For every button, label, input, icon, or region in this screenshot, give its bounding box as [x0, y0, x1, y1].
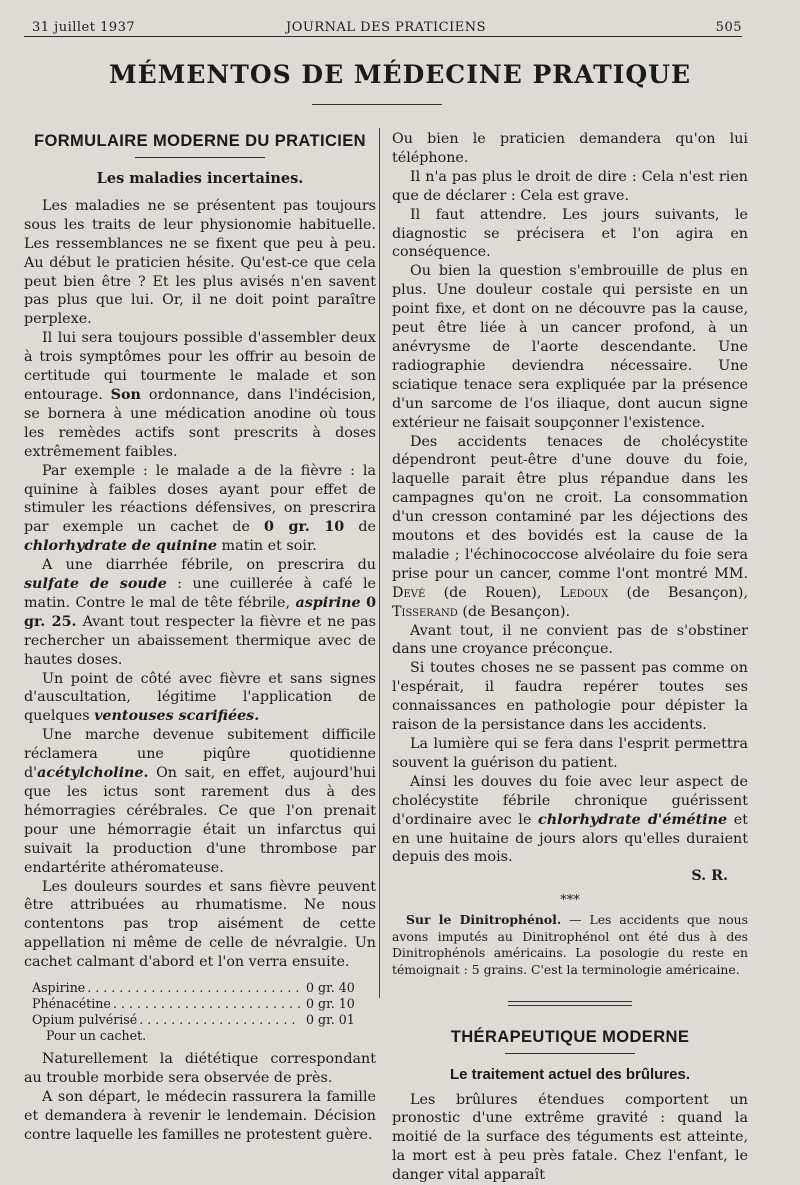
- section-double-rule: [508, 1001, 632, 1006]
- article-title-brulures: Le traitement actuel des brûlures.: [449, 1065, 691, 1083]
- paragraph: Ainsi les douves du foie avec leur aspect de cholécystite fébrile chronique guérissent d'ordinaire avec le chlorhydrate d'émétine et en une huitaine de jours alors qu'elles duraient depuis des mois.: [392, 773, 749, 866]
- paragraph: Avant tout, il ne convient pas de s'obstiner dans une croyance préconçue.: [392, 622, 748, 658]
- paragraph: A son départ, le médecin rassurera la famille et demandera à revenir le lendemain. Décision contre laquelle les familles ne protestent guère.: [24, 1088, 376, 1143]
- asterism-divider: ***: [560, 893, 580, 909]
- paragraph: Les douleurs sourdes et sans fièvre peuvent être attribuées au rhumatisme. Ne nous contentons pas trop aisément de cette appellation ni même de celle de névralgie. Un cachet calmant d'abord et l'on verra ensuite.: [24, 878, 376, 971]
- paragraph: Il n'a pas plus le droit de dire : Cela n'est rien que de déclarer : Cela est grave.: [392, 168, 748, 204]
- paragraph: Les maladies ne se présentent pas toujours sous les traits de leur physionomie habituelle. Les ressemblances ne se fixent que peu à peu. Au début le praticien hésite. Qu'est-ce que cela peut bien être ? Et les plus avisés n'en savent pas plus que lui. Or, il ne doit point paraître perplexe.: [24, 197, 376, 328]
- prescription-line: Phénacétine . . . 0 gr. 10: [24, 996, 376, 1012]
- title-rule: [312, 104, 442, 105]
- paragraph: Des accidents tenaces de cholécystite dépendront peut-être d'une douve du foie, laquelle parait être plus répandue dans les campagnes qu'on ne croit. La consommation d'un cresson contaminé par les déjections des moutons et des bovidés est la cause de la maladie ; l'échinococcose alvéolaire du foie sera prise pour un cancer, comme l'ont montré MM. Devé (de Rouen), Ledoux (de Besançon), Tisserand (de Besançon).: [392, 433, 748, 620]
- page-number: 505: [715, 20, 742, 35]
- note-title: Sur le Dinitrophénol.: [406, 912, 562, 928]
- article-title-maladies: Les maladies incertaines.: [96, 170, 304, 187]
- section-rule: [135, 157, 265, 158]
- paragraph: Il faut attendre. Les jours suivants, le diagnostic se précisera et l'on agira en conséquence.: [392, 206, 748, 261]
- column-divider: [379, 128, 380, 998]
- right-column: [392, 130, 748, 1185]
- issue-date: 31 juillet 1937: [32, 20, 136, 35]
- paragraph: Un point de côté avec fièvre et sans signes d'auscultation, légitime l'application de quelques ventouses scarifiées.: [24, 670, 376, 725]
- section-title-therapeutique: THÉRAPEUTIQUE MODERNE: [450, 1027, 690, 1046]
- author-signature: S. R.: [691, 868, 728, 885]
- prescription: [24, 980, 376, 1044]
- header-rule: [24, 36, 742, 37]
- paragraph: Les brûlures étendues comportent un pronostic d'une extrême gravité : quand la moitié de la surface des téguments est atteinte, la mort est à peu près fatale. Chez l'enfant, le danger vital apparaît: [392, 1091, 748, 1184]
- prescription-line: Opium pulvérisé . . . 0 gr. 01: [24, 1012, 376, 1028]
- section-rule: [505, 1053, 635, 1054]
- note-dinitrophenol: [392, 912, 748, 978]
- paragraph: Il lui sera toujours possible d'assembler deux à trois symptômes pour les offrir au besoin de certitude qui tourmente le malade et son entourage. Son ordonnance, dans l'indécision, se bornera à une médication anodine où tous les remèdes actifs sont prescrits à doses extrêmement faibles.: [24, 330, 377, 460]
- journal-name: JOURNAL DES PRATICIENS: [286, 20, 486, 35]
- left-column: [24, 128, 376, 1145]
- section-title-formulaire: FORMULAIRE MODERNE DU PRATICIEN: [33, 132, 366, 150]
- paragraph: Par exemple : le malade a de la fièvre : la quinine à faibles doses ayant pour effet de stimuler les réactions défensives, on prescrira par exemple un cachet de 0 gr. 10 de chlorhydrate de quinine matin et soir.: [24, 462, 376, 555]
- paragraph: Ou bien le praticien demandera qu'on lui téléphone.: [392, 131, 748, 166]
- prescription-note: Pour un cachet.: [46, 1028, 147, 1044]
- prescription-line: Aspirine . . . 0 gr. 40: [24, 980, 376, 996]
- paragraph: Si toutes choses ne se passent pas comme on l'espérait, il faudra repérer toutes ses connaissances en pathologie pour dépister la raison de la persistance dans les accidents.: [392, 660, 748, 734]
- paragraph: Une marche devenue subitement difficile réclamera une piqûre quotidienne d'acétylcholine. On sait, en effet, aujourd'hui que les ictus sont rarement dus à des hémorragies cérébrales. Ce que l'on prenait pour une hémorragie était un infarctus qui suivait la production d'une thrombose par endartérite athéromateuse.: [24, 727, 376, 876]
- paragraph: Naturellement la diététique correspondant au trouble morbide sera observée de près.: [24, 1051, 376, 1086]
- paragraph: A une diarrhée fébrile, on prescrira du sulfate de soude : une cuillerée à café le matin. Contre le mal de tête fébrile, aspirine 0 gr. 25. Avant tout respecter la fièvre et ne pas rechercher un abaissement thermique avec de hautes doses.: [24, 557, 377, 668]
- note-text: — Les accidents que nous avons imputés au Dinitrophénol ont été dus à des Dinitrophénols américains. La posologie du reste en témoignait : 5 grains. C'est la terminologie américaine.: [392, 912, 748, 978]
- paragraph: Ou bien la question s'embrouille de plus en plus. Une douleur costale qui persiste en un point fixe, et dont on ne découvre pas la cause, peut être liée à un cancer profond, à un anévrysme de l'aorte descendante. Une radiographie deviendra nécessaire. Une sciatique tenace sera expliquée par la présence d'un sarcome de l'os iliaque, dont aucun signe extérieur ne faisait soupçonner l'existence.: [392, 263, 748, 431]
- page-title: MÉMENTOS DE MÉDECINE PRATIQUE: [108, 60, 692, 89]
- paragraph: La lumière qui se fera dans l'esprit permettra souvent la guérison du patient.: [392, 736, 748, 771]
